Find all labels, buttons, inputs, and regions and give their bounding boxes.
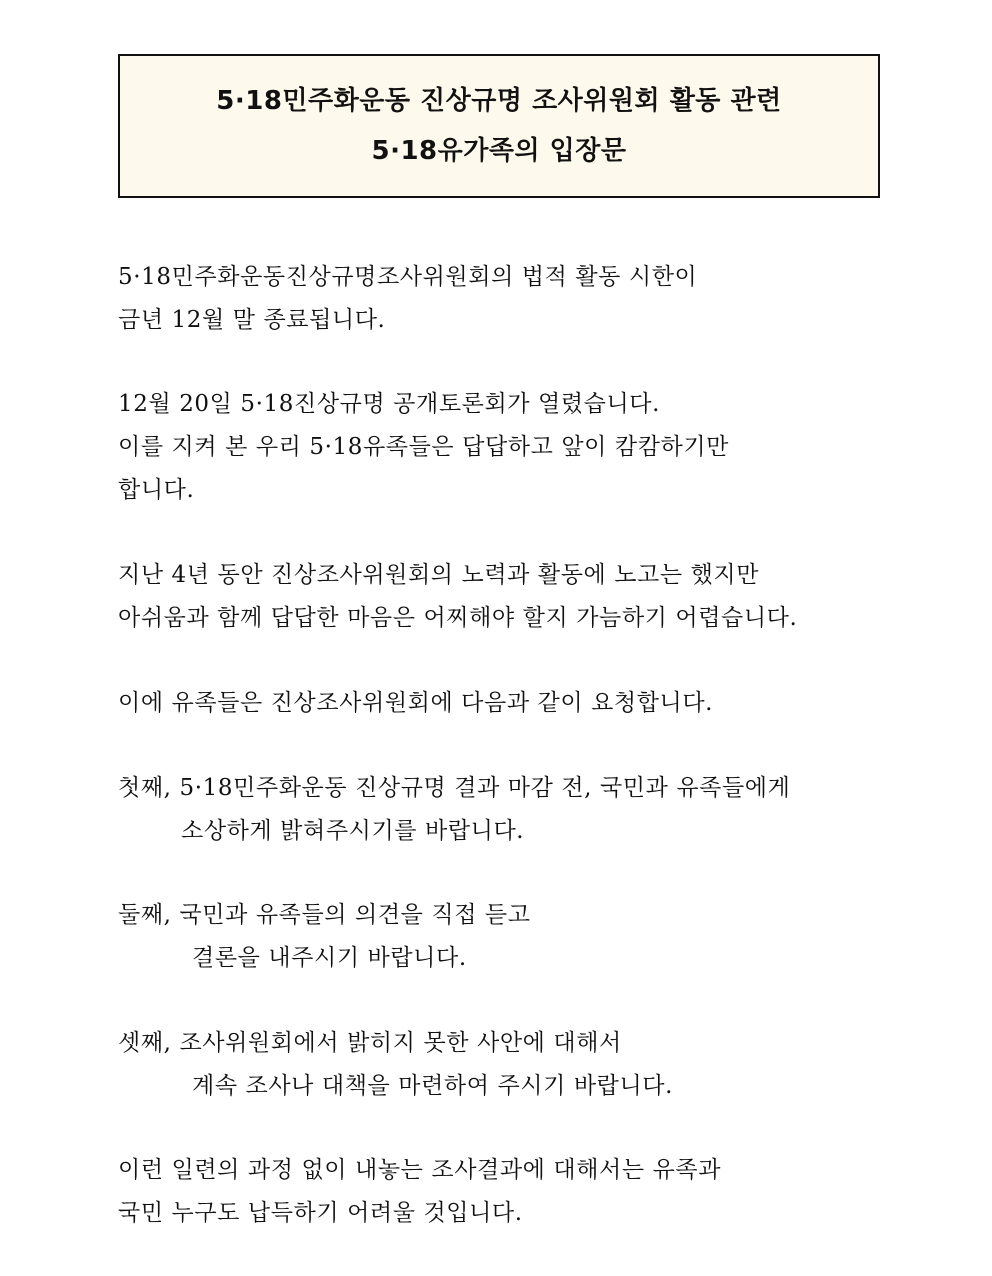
paragraph-5-line-2: 국민 누구도 납득하기 어려울 것입니다. bbox=[118, 1200, 523, 1226]
item-3-line-1: 셋째, 조사위원회에서 밝히지 못한 사안에 대해서 bbox=[118, 1030, 622, 1056]
item-1-line-1: 첫째, 5·18민주화운동 진상규명 결과 마감 전, 국민과 유족들에게 bbox=[118, 775, 791, 801]
paragraph-1-line-2: 금년 12월 말 종료됩니다. bbox=[118, 307, 386, 333]
title-line-2: 5·18유가족의 입장문 bbox=[371, 136, 627, 166]
item-2-line-1: 둘째, 국민과 유족들의 의견을 직접 듣고 bbox=[118, 902, 531, 928]
title-line-1: 5·18민주화운동 진상규명 조사위원회 활동 관련 bbox=[216, 86, 782, 116]
item-3-line-2: 계속 조사나 대책을 마련하여 주시기 바랍니다. bbox=[192, 1073, 674, 1099]
paragraph-4-line-1: 이에 유족들은 진상조사위원회에 다음과 같이 요청합니다. bbox=[118, 690, 714, 716]
item-1-line-2: 소상하게 밝혀주시기를 바랍니다. bbox=[181, 818, 525, 844]
title-box bbox=[118, 54, 880, 198]
paragraph-5-line-1: 이런 일련의 과정 없이 내놓는 조사결과에 대해서는 유족과 bbox=[118, 1157, 722, 1183]
paragraph-2-line-1: 12월 20일 5·18진상규명 공개토론회가 열렸습니다. bbox=[118, 391, 661, 417]
item-2-line-2: 결론을 내주시기 바랍니다. bbox=[192, 945, 467, 971]
paragraph-3-line-2: 아쉬움과 함께 답답한 마음은 어찌해야 할지 가늠하기 어렵습니다. bbox=[118, 605, 798, 631]
paragraph-2-line-3: 합니다. bbox=[118, 477, 195, 503]
paragraph-3-line-1: 지난 4년 동안 진상조사위원회의 노력과 활동에 노고는 했지만 bbox=[118, 562, 760, 588]
paragraph-1-line-1: 5·18민주화운동진상규명조사위원회의 법적 활동 시한이 bbox=[118, 264, 698, 290]
paragraph-2-line-2: 이를 지켜 본 우리 5·18유족들은 답답하고 앞이 캄캄하기만 bbox=[118, 434, 729, 460]
